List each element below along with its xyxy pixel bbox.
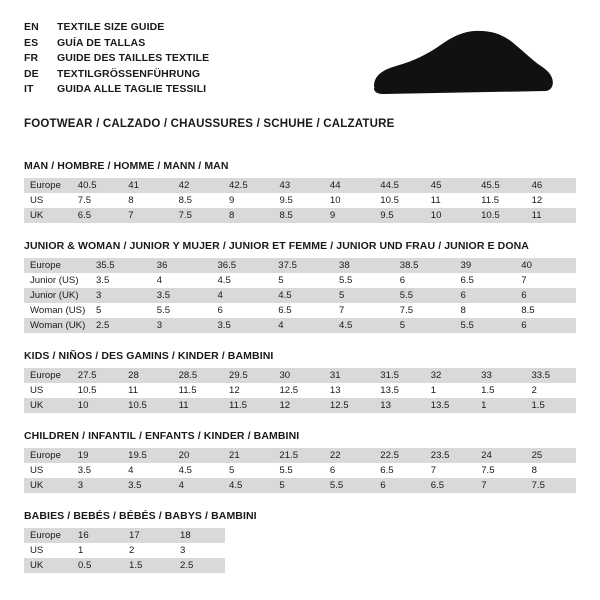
cell: 4.5 xyxy=(272,288,333,303)
cell: 40 xyxy=(515,258,576,273)
cell: 38.5 xyxy=(394,258,455,273)
dress-shoe-icon xyxy=(366,24,566,106)
cell: 23.5 xyxy=(425,448,475,463)
cell: 12 xyxy=(223,383,273,398)
cell: 12 xyxy=(273,398,323,413)
section-junior-woman xyxy=(24,240,576,333)
table-row xyxy=(24,543,225,558)
cell: 5 xyxy=(223,463,273,478)
cell: 12.5 xyxy=(324,398,374,413)
table-row xyxy=(24,318,576,333)
cell: 27.5 xyxy=(72,368,122,383)
cell: 6 xyxy=(515,288,576,303)
size-table-kids xyxy=(24,368,576,413)
row-label: UK xyxy=(24,398,72,413)
cell: 28.5 xyxy=(173,368,223,383)
cell: 21.5 xyxy=(273,448,323,463)
language-list xyxy=(24,18,209,97)
cell: 22.5 xyxy=(374,448,424,463)
section-kids xyxy=(24,350,576,413)
language-code: EN xyxy=(24,21,39,33)
cell: 10.5 xyxy=(475,208,526,223)
section-title: MAN / HOMBRE / HOMME / MANN / MAN xyxy=(24,160,229,172)
cell: 33.5 xyxy=(525,368,576,383)
row-label: US xyxy=(24,543,72,558)
cell: 5 xyxy=(90,303,151,318)
cell: 40.5 xyxy=(72,178,123,193)
row-label: UK xyxy=(24,558,72,573)
cell: 45.5 xyxy=(475,178,526,193)
cell: 5 xyxy=(273,478,323,493)
cell: 7.5 xyxy=(526,478,576,493)
row-label: UK xyxy=(24,208,72,223)
cell: 1 xyxy=(425,383,475,398)
cell: 5 xyxy=(333,288,394,303)
document-header xyxy=(24,18,576,106)
row-label: Europe xyxy=(24,448,72,463)
cell: 7.5 xyxy=(394,303,455,318)
cell: 5.5 xyxy=(273,463,323,478)
cell: 6.5 xyxy=(272,303,333,318)
language-title: TEXTILE SIZE GUIDE xyxy=(57,21,165,33)
cell: 9 xyxy=(223,193,274,208)
cell: 0.5 xyxy=(72,558,123,573)
cell: 3.5 xyxy=(122,478,172,493)
cell: 11 xyxy=(173,398,223,413)
cell: 6 xyxy=(324,463,374,478)
cell: 28 xyxy=(122,368,172,383)
cell: 6.5 xyxy=(72,208,123,223)
cell: 8 xyxy=(122,193,172,208)
section-title: CHILDREN / INFANTIL / ENFANTS / KINDER / BAMBINI xyxy=(24,430,300,442)
cell: 11 xyxy=(526,208,576,223)
cell: 13 xyxy=(324,383,374,398)
cell: 4.5 xyxy=(211,273,272,288)
cell: 36 xyxy=(151,258,212,273)
cell: 11 xyxy=(425,193,475,208)
row-label: Europe xyxy=(24,178,72,193)
category-line: FOOTWEAR / CALZADO / CHAUSSURES / SCHUHE / CALZATURE xyxy=(24,118,395,130)
language-code: ES xyxy=(24,36,39,49)
row-label: US xyxy=(24,383,72,398)
cell: 33 xyxy=(475,368,525,383)
row-label: Europe xyxy=(24,528,72,543)
cell: 7.5 xyxy=(173,208,223,223)
cell: 5.5 xyxy=(394,288,455,303)
row-label: Europe xyxy=(24,368,72,383)
cell: 18 xyxy=(174,528,225,543)
language-code: DE xyxy=(24,67,39,80)
language-title: GUIDA ALLE TAGLIE TESSILI xyxy=(57,83,207,95)
table-row xyxy=(24,478,576,493)
cell: 16 xyxy=(72,528,123,543)
cell: 44 xyxy=(324,178,374,193)
cell: 6 xyxy=(455,288,516,303)
cell: 2.5 xyxy=(174,558,225,573)
language-code: FR xyxy=(24,52,39,64)
table-row xyxy=(24,398,576,413)
language-row xyxy=(24,36,209,51)
cell: 8 xyxy=(455,303,516,318)
cell: 4.5 xyxy=(223,478,273,493)
cell: 46 xyxy=(526,178,576,193)
cell: 9 xyxy=(324,208,374,223)
cell: 44.5 xyxy=(374,178,425,193)
cell: 25 xyxy=(526,448,576,463)
cell: 31.5 xyxy=(374,368,424,383)
cell: 7.5 xyxy=(475,463,525,478)
cell: 3 xyxy=(90,288,151,303)
cell: 11 xyxy=(122,383,172,398)
table-row xyxy=(24,383,576,398)
cell: 43 xyxy=(274,178,324,193)
cell: 3.5 xyxy=(151,288,212,303)
cell: 4.5 xyxy=(173,463,223,478)
row-label: Europe xyxy=(24,258,90,273)
cell: 39 xyxy=(455,258,516,273)
cell: 6.5 xyxy=(374,463,424,478)
cell: 3 xyxy=(72,478,122,493)
cell: 30 xyxy=(273,368,323,383)
language-row xyxy=(24,20,209,35)
cell: 4.5 xyxy=(333,318,394,333)
table-row xyxy=(24,448,576,463)
cell: 8.5 xyxy=(274,208,324,223)
table-row xyxy=(24,368,576,383)
cell: 1 xyxy=(475,398,525,413)
cell: 5.5 xyxy=(333,273,394,288)
cell: 7 xyxy=(475,478,525,493)
cell: 12.5 xyxy=(273,383,323,398)
row-label: Junior (UK) xyxy=(24,288,90,303)
cell: 32 xyxy=(425,368,475,383)
cell: 41 xyxy=(122,178,172,193)
cell: 3 xyxy=(174,543,225,558)
size-table-babies xyxy=(24,528,225,573)
cell: 2 xyxy=(123,543,174,558)
language-title: GUIDE DES TAILLES TEXTILE xyxy=(57,52,210,64)
cell: 11.5 xyxy=(223,398,273,413)
cell: 36.5 xyxy=(211,258,272,273)
cell: 2 xyxy=(525,383,576,398)
cell: 8.5 xyxy=(515,303,576,318)
cell: 7 xyxy=(122,208,172,223)
cell: 29.5 xyxy=(223,368,273,383)
row-label: Woman (US) xyxy=(24,303,90,318)
cell: 4 xyxy=(151,273,212,288)
row-label: US xyxy=(24,463,72,478)
cell: 45 xyxy=(425,178,475,193)
row-label: US xyxy=(24,193,72,208)
cell: 10 xyxy=(425,208,475,223)
cell: 7.5 xyxy=(72,193,123,208)
cell: 5.5 xyxy=(324,478,374,493)
cell: 20 xyxy=(173,448,223,463)
cell: 10.5 xyxy=(122,398,172,413)
language-row xyxy=(24,82,209,97)
cell: 1.5 xyxy=(475,383,525,398)
table-row xyxy=(24,528,225,543)
cell: 4 xyxy=(173,478,223,493)
cell: 13.5 xyxy=(425,398,475,413)
section-title: BABIES / BEBÉS / BÉBÉS / BABYS / BAMBINI xyxy=(24,510,257,522)
row-label: UK xyxy=(24,478,72,493)
cell: 5.5 xyxy=(151,303,212,318)
cell: 6.5 xyxy=(425,478,475,493)
cell: 10.5 xyxy=(374,193,425,208)
cell: 10 xyxy=(72,398,122,413)
cell: 4 xyxy=(272,318,333,333)
size-table-junior-woman xyxy=(24,258,576,333)
cell: 2.5 xyxy=(90,318,151,333)
cell: 6 xyxy=(515,318,576,333)
language-title: TEXTILGRÖSSENFÜHRUNG xyxy=(57,67,201,80)
cell: 10 xyxy=(324,193,374,208)
table-row xyxy=(24,273,576,288)
cell: 13 xyxy=(374,398,424,413)
cell: 9.5 xyxy=(274,193,324,208)
cell: 4 xyxy=(122,463,172,478)
cell: 19 xyxy=(72,448,122,463)
cell: 8 xyxy=(526,463,576,478)
section-man xyxy=(24,160,576,223)
cell: 13.5 xyxy=(374,383,424,398)
size-table-children xyxy=(24,448,576,493)
size-table-man xyxy=(24,178,576,223)
cell: 7 xyxy=(515,273,576,288)
row-label: Junior (US) xyxy=(24,273,90,288)
section-babies xyxy=(24,510,576,573)
table-row xyxy=(24,288,576,303)
cell: 1 xyxy=(72,543,123,558)
cell: 17 xyxy=(123,528,174,543)
cell: 12 xyxy=(526,193,576,208)
table-row xyxy=(24,303,576,318)
cell: 5.5 xyxy=(455,318,516,333)
cell: 3.5 xyxy=(90,273,151,288)
cell: 1.5 xyxy=(123,558,174,573)
cell: 11.5 xyxy=(475,193,526,208)
cell: 9.5 xyxy=(374,208,425,223)
table-row xyxy=(24,258,576,273)
cell: 31 xyxy=(324,368,374,383)
table-row xyxy=(24,558,225,573)
table-row xyxy=(24,208,576,223)
cell: 3 xyxy=(151,318,212,333)
language-title: GUÍA DE TALLAS xyxy=(57,36,146,49)
cell: 19.5 xyxy=(122,448,172,463)
cell: 7 xyxy=(425,463,475,478)
cell: 6.5 xyxy=(455,273,516,288)
section-title: KIDS / NIÑOS / DES GAMINS / KINDER / BAMBINI xyxy=(24,350,274,362)
language-row xyxy=(24,67,209,82)
section-children xyxy=(24,430,576,493)
cell: 1.5 xyxy=(525,398,576,413)
cell: 5 xyxy=(394,318,455,333)
cell: 3.5 xyxy=(72,463,122,478)
cell: 38 xyxy=(333,258,394,273)
cell: 5 xyxy=(272,273,333,288)
cell: 37.5 xyxy=(272,258,333,273)
cell: 35.5 xyxy=(90,258,151,273)
cell: 6 xyxy=(374,478,424,493)
cell: 3.5 xyxy=(211,318,272,333)
cell: 4 xyxy=(211,288,272,303)
language-code: IT xyxy=(24,83,34,95)
cell: 6 xyxy=(394,273,455,288)
row-label: Woman (UK) xyxy=(24,318,90,333)
cell: 22 xyxy=(324,448,374,463)
cell: 10.5 xyxy=(72,383,122,398)
cell: 42.5 xyxy=(223,178,274,193)
cell: 6 xyxy=(211,303,272,318)
cell: 8.5 xyxy=(173,193,223,208)
cell: 24 xyxy=(475,448,525,463)
table-row xyxy=(24,178,576,193)
table-row xyxy=(24,193,576,208)
cell: 42 xyxy=(173,178,223,193)
cell: 11.5 xyxy=(173,383,223,398)
table-row xyxy=(24,463,576,478)
cell: 8 xyxy=(223,208,274,223)
language-row xyxy=(24,51,209,66)
section-title: JUNIOR & WOMAN / JUNIOR Y MUJER / JUNIOR ET FEMME / JUNIOR UND FRAU / JUNIOR E DONA xyxy=(24,240,529,252)
cell: 7 xyxy=(333,303,394,318)
cell: 21 xyxy=(223,448,273,463)
